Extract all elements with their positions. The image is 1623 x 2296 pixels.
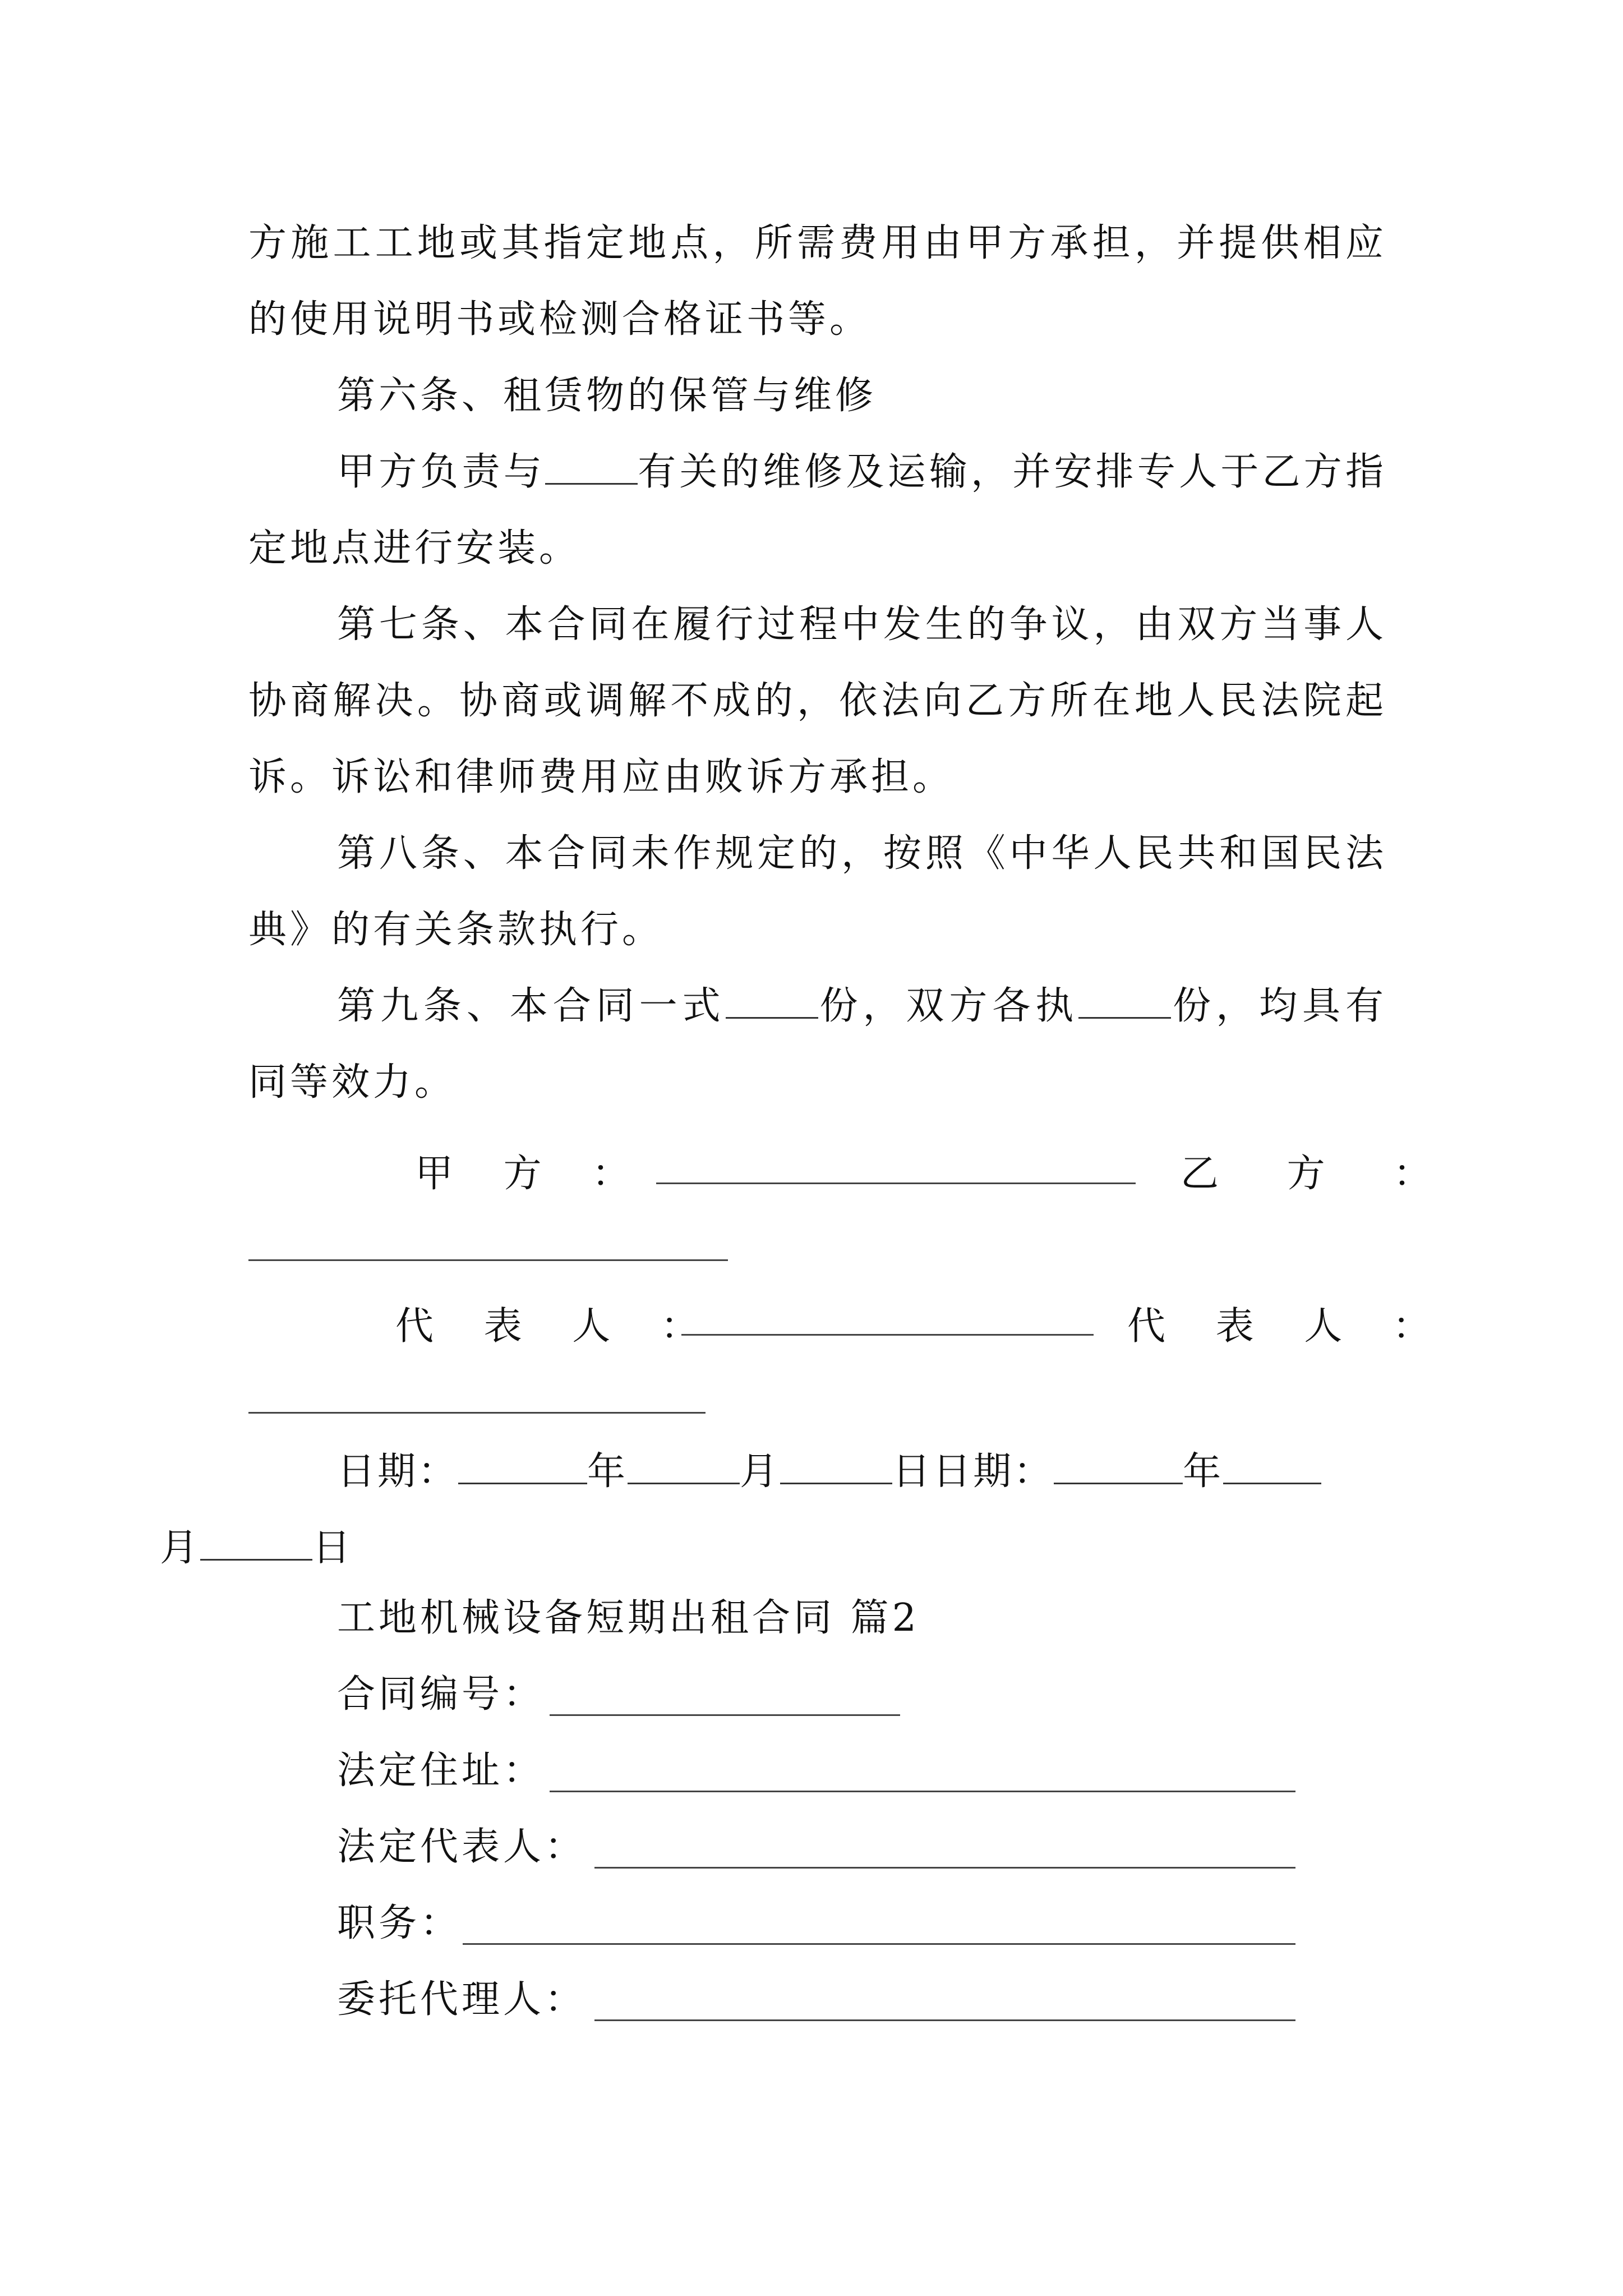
article-9-text-b: 份，双方各执 xyxy=(818,984,1079,1028)
article-9-text xyxy=(248,968,1387,1121)
date-label-b: 日期： xyxy=(933,1450,1054,1494)
party-b-label: 乙 方 ： xyxy=(1181,1152,1460,1196)
blank-line xyxy=(726,986,818,1019)
party-a-signature-line xyxy=(656,1182,1136,1184)
article-9-text-a: 第九条、本合同一式 xyxy=(337,984,726,1028)
month-b: 月 xyxy=(160,1526,201,1570)
legal-address-label: 法定住址： xyxy=(337,1749,545,1793)
contract-body xyxy=(248,205,1387,1121)
agent-line xyxy=(594,2019,1295,2021)
rep-a-signature-line xyxy=(681,1334,1094,1336)
rep-b-signature-line xyxy=(248,1412,706,1414)
date-line xyxy=(160,1434,1387,1586)
contract-number-label: 合同编号： xyxy=(337,1672,545,1717)
date-block xyxy=(160,1434,1387,1586)
year-b: 年 xyxy=(1183,1450,1224,1494)
blank-line xyxy=(200,1527,312,1561)
article-8-text: 第八条、本合同未作规定的，按照《中华人民共和国民法典》的有关条款执行。 xyxy=(248,831,1387,952)
section-2-title: 工地机械设备短期出租合同 篇2 xyxy=(337,1596,920,1640)
article-6-title: 第六条、租赁物的保管与维修 xyxy=(337,374,877,418)
party-b-signature-line xyxy=(248,1259,728,1261)
position-line xyxy=(463,1943,1295,1945)
day-a: 日 xyxy=(892,1450,933,1494)
article-6-text xyxy=(248,434,1387,587)
article-7-text: 第七条、本合同在履行过程中发生的争议，由双方当事人协商解决。协商或调解不成的，依法向乙方所在地人民法院起诉。诉讼和律师费用应由败诉方承担。 xyxy=(248,602,1387,799)
blank-line xyxy=(545,452,638,485)
article-6-text-b: 有关的维修及运输，并安排专人于乙方指定地点进行安装。 xyxy=(248,450,1387,570)
agent-label: 委托代理人： xyxy=(337,1977,587,2022)
blank-line xyxy=(1054,1451,1183,1484)
date-label-a: 日期： xyxy=(337,1450,459,1494)
legal-representative-line xyxy=(594,1867,1295,1869)
paragraph-delivery: 方施工工地或其指定地点，所需费用由甲方承担，并提供相应的使用说明书或检测合格证书等。 xyxy=(248,221,1387,342)
party-a-label: 甲 方 ： xyxy=(415,1152,649,1196)
blank-line xyxy=(780,1451,892,1484)
blank-line xyxy=(1078,986,1171,1019)
blank-line xyxy=(628,1451,740,1484)
day-b: 日 xyxy=(312,1526,353,1570)
month-a: 月 xyxy=(740,1450,781,1494)
article-9-text-c: 份，均具有同等效力。 xyxy=(248,984,1387,1105)
article-6-text-a: 甲方负责与 xyxy=(337,450,546,494)
blank-line xyxy=(1223,1451,1321,1484)
rep-a-label: 代 表 人 ： xyxy=(395,1304,718,1349)
blank-line xyxy=(458,1451,587,1484)
position-label: 职务： xyxy=(337,1901,462,1945)
contract-number-line xyxy=(550,1714,900,1716)
rep-b-label: 代 表 人 ： xyxy=(1127,1304,1450,1349)
legal-representative-label: 法定代表人： xyxy=(337,1825,587,1869)
legal-address-line xyxy=(550,1791,1295,1792)
year-a: 年 xyxy=(587,1450,628,1494)
